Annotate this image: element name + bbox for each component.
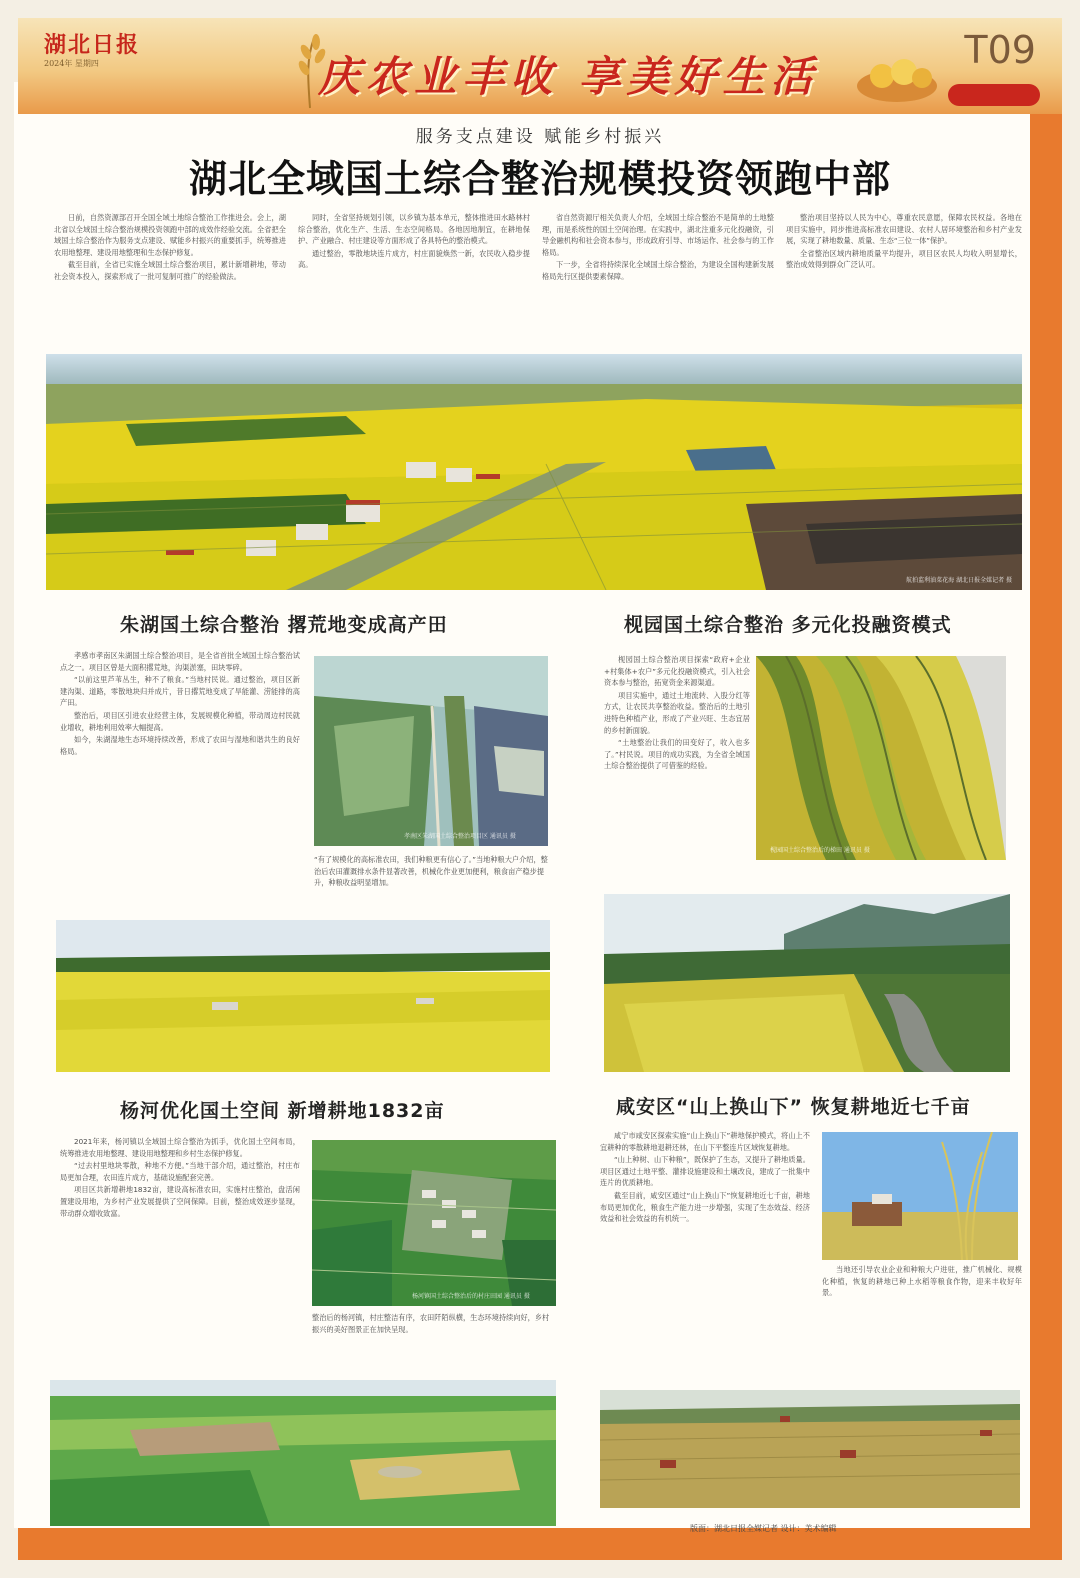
harvest-basket-icon [852,36,942,106]
page-footer: 版面：湖北日报全媒记者 设计：美术编辑 [690,1524,837,1533]
section-body [604,654,750,878]
section-paragraph: 如今，朱湖湿地生态环境持续改善，形成了农田与湿地和谐共生的良好格局。 [60,735,300,756]
banner-slogan: 庆农业丰收 享美好生活 [318,52,819,101]
section-title: 朱湖国土综合整治 撂荒地变成高产田 [120,614,448,636]
section-paragraph: 整治后，项目区引进农业经营主体，发展规模化种植，带动周边村民就业增收，耕地利用效率大幅提高。 [60,710,300,732]
photo-caption: 杨河镇国土综合整治后的村庄田园 通讯员 摄 [412,1293,530,1300]
photo-caption: 航拍监利油菜花海 湖北日报全媒记者 摄 [906,577,1012,584]
section-title: 杨河优化国土空间 新增耕地1832亩 [120,1100,445,1122]
section-photo [756,656,1006,860]
photo-text: “有了规模化的高标准农田，我们种粮更有信心了。”当地种粮大户介绍，整治后农田灌溉排水条件显著改善，机械化作业更加便利，粮食亩产稳步提升，种粮收益明显增加。 [314,855,548,888]
section-title: 枧园国土综合整治 多元化投融资模式 [624,614,952,636]
intro-paragraph: 下一步，全省将持续深化全域国土综合整治，为建设全国构建新发展格局先行区提供要素保障。 [542,260,774,281]
intro-paragraph: 截至目前，全省已实施全域国土综合整治项目，累计新增耕地，带动社会资本投入，探索形成了一批可复制可推广的经验做法。 [54,260,286,281]
section-photo-wide [600,1390,1020,1508]
section-photo-wide [604,894,1010,1072]
section-photo [312,1140,556,1306]
section-paragraph: 咸宁市咸安区探索实施“山上换山下”耕地保护模式，将山上不宜耕种的零散耕地退耕还林，在山下平整连片区域恢复耕地。 [600,1131,810,1152]
photo-caption: 枧园国土综合整治后的梯田 通讯员 摄 [770,847,870,854]
intro-column-2 [298,212,530,344]
section-paragraph: 孝感市孝南区朱湖国土综合整治项目，是全省首批全域国土综合整治试点之一。项目区曾是大面积撂荒地，沟渠淤塞，田块零碎。 [60,651,300,672]
intro-paragraph: 整治项目坚持以人民为中心，尊重农民意愿，保障农民权益。各地在项目实施中，同步推进高标准农田建设、农村人居环境整治和乡村产业发展，实现了耕地数量、质量、生态“三位一体”保护。 [786,213,1022,246]
section-body [60,650,300,912]
section-body [600,1130,810,1386]
section-paragraph: 枧园国土综合整治项目探索“政府+企业+村集体+农户”多元化投融资模式，引入社会资本参与整治，拓宽资金来源渠道。 [604,655,750,688]
intro-column-4 [786,212,1022,344]
section-paragraph: 2021年来，杨河镇以全域国土综合整治为抓手，优化国土空间布局，统筹推进农用地整理、建设用地整理和乡村生态保护修复。 [60,1137,300,1158]
intro-column-3 [542,212,774,344]
section-paragraph: 当地还引导农业企业和种粮大户进驻，推广机械化、规模化种植，恢复的耕地已种上水稻等粮食作物，迎来丰收好年景。 [822,1265,1022,1298]
section-photo-wide [50,1380,556,1526]
section-photo [822,1132,1018,1260]
section-paragraph: “以前这里芦苇丛生，种不了粮食。”当地村民说。通过整治，项目区新建沟渠、道路，零散地块归并成片，昔日撂荒地变成了旱能灌、涝能排的高产田。 [60,675,300,708]
section-photo [314,656,548,846]
section-title: 咸安区“山上换山下” 恢复耕地近七千亩 [616,1096,971,1118]
masthead: 湖北日报 [44,32,141,58]
section-photo-wide [56,920,550,1072]
decorative-seal [948,84,1040,106]
section-paragraph: 项目区共新增耕地1832亩，建设高标准农田，实施村庄整治，盘活闲置建设用地，为乡村产业发展提供了空间保障。目前，整治成效逐步显现，带动群众增收致富。 [60,1185,300,1218]
section-body [60,1136,300,1372]
intro-paragraph: 同时，全省坚持规划引领，以乡镇为基本单元，整体推进田水路林村综合整治，优化生产、生活、生态空间格局。各地因地制宜，在耕地保护、产业融合、村庄建设等方面形成了各具特色的整治模式。 [298,213,530,246]
page-number: T09 [964,28,1036,72]
banner [18,18,1062,114]
page-headline: 湖北全域国土综合整治规模投资领跑中部 [188,157,891,201]
intro-paragraph: 日前，自然资源部召开全国全域土地综合整治工作推进会。会上，湖北省以全域国土综合整治规模投资领跑中部的成效作经验交流。全省把全域国土综合整治作为服务支点建设、赋能乡村振兴的重要抓手，统筹推进农用地整理、建设用地整理和生态保护修复。 [54,213,286,257]
intro-column-1 [54,212,286,344]
masthead-date: 2024年 星期四 [44,59,99,68]
section-body-continued [822,1264,1022,1384]
kicker: 服务支点建设 赋能乡村振兴 [415,127,665,147]
hero-photo [46,354,1022,590]
intro-paragraph: 省自然资源厅相关负责人介绍，全域国土综合整治不是简单的土地整理，而是系统性的国土空间治理。在实践中，湖北注重多元化投融资，引导金融机构和社会资本参与，形成政府引导、市场运作、社会参与的工作格局。 [542,213,774,257]
photo-text: 整治后的杨河镇，村庄整洁有序，农田阡陌纵横，生态环境持续向好，乡村振兴的美好图景正在加快呈现。 [312,1313,550,1334]
section-paragraph: 截至目前，咸安区通过“山上换山下”恢复耕地近七千亩，耕地布局更加优化，粮食生产能力进一步增强，实现了生态效益、经济效益和社会效益的有机统一。 [600,1190,810,1224]
section-paragraph: “过去村里地块零散，种地不方便。”当地干部介绍，通过整治，村庄布局更加合理，农田连片成方，基础设施配套完善。 [60,1161,300,1182]
section-paragraph: “山上种树、山下种粮”，既保护了生态，又提升了耕地质量。项目区通过土地平整、灌排设施建设和土壤改良，建成了一批集中连片的优质耕地。 [600,1155,810,1188]
section-paragraph: 项目实施中，通过土地流转、入股分红等方式，让农民共享整治收益。整治后的土地引进特色种植产业，形成了产业兴旺、生态宜居的乡村新面貌。 [604,690,750,735]
section-paragraph: “土地整治让我们的田变好了，收入也多了。”村民说。项目的成功实践，为全省全域国土综合整治提供了可借鉴的经验。 [604,738,750,771]
photo-caption: 孝南区朱湖国土综合整治项目区 通讯员 摄 [404,833,516,840]
intro-paragraph: 全省整治区域内耕地质量平均提升，项目区农民人均收入明显增长，整治成效得到群众广泛认可。 [786,248,1022,270]
intro-paragraph: 通过整治，零散地块连片成方，村庄面貌焕然一新，农民收入稳步提高。 [298,248,530,270]
